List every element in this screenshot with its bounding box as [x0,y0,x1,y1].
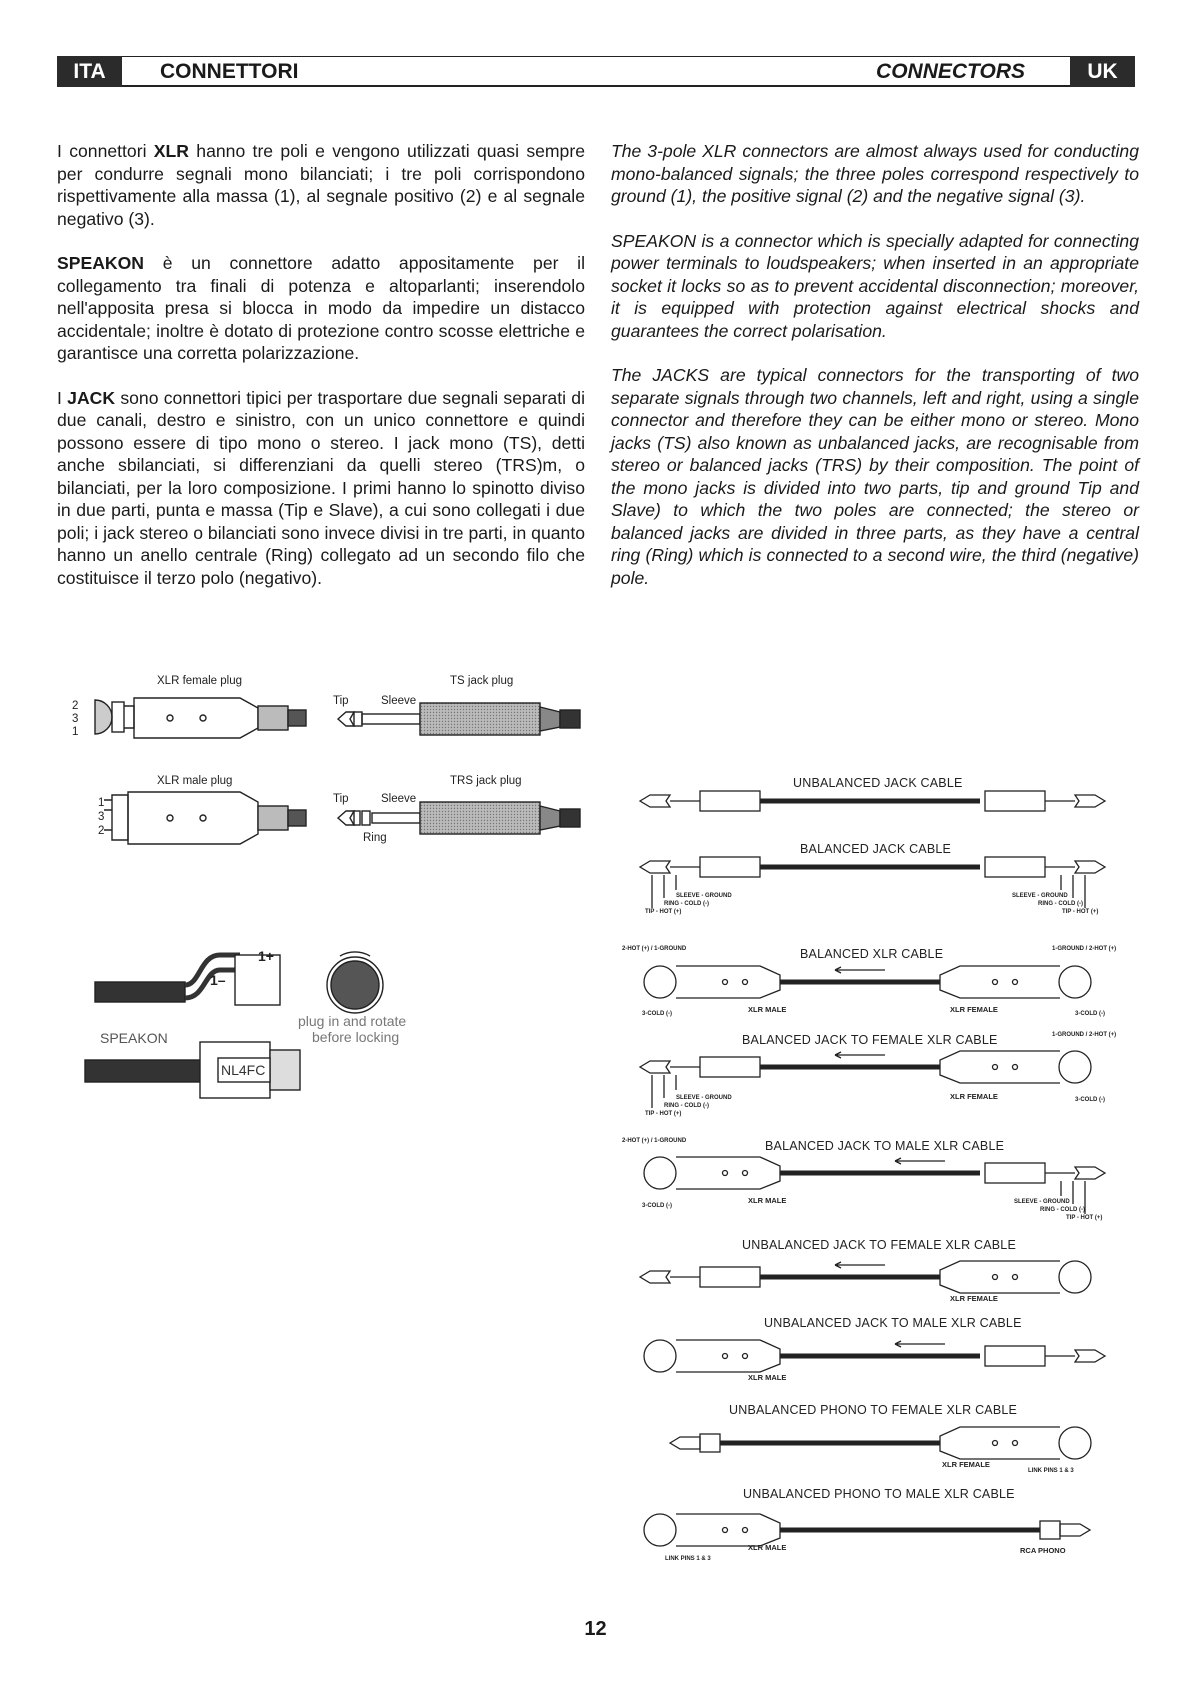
wire-label: RING - COLD (-) [1040,1207,1085,1213]
cable-title: BALANCED XLR CABLE [800,947,944,961]
wire-label: SLEEVE - GROUND [676,893,732,899]
connector-label: XLR FEMALE [950,1294,998,1303]
header-title-en: CONNECTORS [876,60,1025,83]
tip-label: Tip [333,695,349,707]
wire-label: RING - COLD (-) [664,1103,709,1109]
sleeve-label: Sleeve [381,793,417,805]
speakon-instruction-line2: before locking [312,1029,400,1045]
pin-label: 2 [72,700,79,712]
language-tag-ita: ITA [57,56,122,87]
sleeve-label: Sleeve [381,695,417,707]
connector-label: XLR FEMALE [950,1005,998,1014]
wire-label: 2-HOT (+) / 1-GROUND [622,946,687,952]
wire-label: 3-COLD (-) [1075,1097,1105,1103]
wire-label: 1-GROUND / 2-HOT (+) [1052,1032,1117,1038]
en-paragraph-speakon: SPEAKON is a connector which is specially adapted for connecting power terminals to loudspeakers; when inserted in an appropriate socket it locks so as to prevent accidental disconnection; moreover, it is equipped with protection against electrical shocks and guarantees the correct polarisation. [611,230,1139,341]
ts-jack-label: TS jack plug [450,675,514,687]
cable-title: UNBALANCED PHONO TO MALE XLR CABLE [743,1487,1015,1501]
connector-label: RCA PHONO [1020,1546,1066,1555]
cable-title: UNBALANCED PHONO TO FEMALE XLR CABLE [729,1403,1018,1417]
page-number: 12 [584,1618,607,1640]
pin-label: 3 [98,811,105,823]
connector-label: XLR FEMALE [942,1460,990,1469]
wire-label: RING - COLD (-) [1038,901,1083,907]
wire-label: LINK PINS 1 & 3 [1028,1468,1074,1474]
xlr-female-plug-drawing [95,698,306,738]
connector-label: XLR MALE [748,1196,787,1205]
ring-label: Ring [363,832,387,844]
wire-label: 3-COLD (-) [642,1011,672,1017]
cable-title: BALANCED JACK CABLE [800,842,952,856]
speakon-instruction-line1: plug in and rotate [298,1013,407,1029]
language-tag-uk: UK [1070,56,1135,87]
wire-label: LINK PINS 1 & 3 [665,1556,711,1562]
wire-label: SLEEVE - GROUND [676,1095,732,1101]
cable-diagrams [640,791,1105,1546]
wire-label: 3-COLD (-) [642,1203,672,1209]
xlr-male-label: XLR male plug [157,775,233,787]
trs-jack-label: TRS jack plug [450,775,522,787]
cable-title: UNBALANCED JACK CABLE [793,776,963,790]
pin-label: 1 [72,726,79,738]
connector-label: XLR MALE [748,1373,787,1382]
xlr-female-label: XLR female plug [157,675,243,687]
wire-label: SLEEVE - GROUND [1012,893,1068,899]
connector-label: XLR MALE [748,1543,787,1552]
it-paragraph-xlr: I connettori XLR hanno tre poli e vengono utilizzati quasi sempre per condurre segnali mono bilanciati; i tre poli corrispondono rispettivamente alla massa (1), al segnale positivo (2) e al segnale negativo (3). [57,141,585,229]
pin-label: 3 [72,713,79,725]
speakon-label: SPEAKON [100,1030,168,1046]
connector-label: XLR FEMALE [950,1092,998,1101]
cable-title: UNBALANCED JACK TO FEMALE XLR CABLE [742,1238,1016,1252]
wire-label: 3-COLD (-) [1075,1011,1105,1017]
it-paragraph-speakon: SPEAKON è un connettore adatto appositamente per il collegamento tra finali di potenza e altoparlanti; inserendolo nell'apposita presa si blocca in modo da impedire un distacco accidentale; inoltre è dotato di protezione contro scosse elettriche e garantisce una corretta polarizzazione. [57,253,585,363]
wire-label: TIP - HOT (+) [645,909,682,915]
tip-label: Tip [333,793,349,805]
pin-label: 1 [98,797,105,809]
en-paragraph-jack: The JACKS are typical connectors for the transporting of two separate signals through two channels, left and right, using a single connector and therefore they can be either mono or stereo. Mono jacks (TS) also known as unbalanced jacks, are recognisable from stereo or balanced jacks (TRS) by their composition. The point of the mono jacks is divided into two parts, tip and ground Tip and Slave) to which the two poles are connected; the stereo or balanced jacks are divided in three parts, as they have a central ring (Ring) which is connected to a second wire, the third (negative) pole. [611,365,1139,588]
ts-jack-plug-drawing [338,703,580,735]
wire-label: 2-HOT (+) / 1-GROUND [622,1138,687,1144]
speakon-pin-minus-label: 1– [210,972,226,988]
wire-label: 1-GROUND / 2-HOT (+) [1052,946,1117,952]
connector-label: XLR MALE [748,1005,787,1014]
pin-label: 2 [98,825,105,837]
it-paragraph-jack: I JACK sono connettori tipici per trasportare due segnali separati di due canali, destro e sinistro, con un unico connettore e quindi possono essere di tipo mono o stereo. I jack mono (TS), detti anche sbilanciati, si differenziani da quelli stereo (TRS)m, o bilanciati, per la loro composizione. I primi hanno lo spinotto diviso in due parti, punta e massa (Tip e Slave), a cui sono collegati i due poli; i jack stereo o bilanciati sono invece divisi in tre parti, in quanto hanno un anello centrale (Ring) collegato ad un secondo filo che costituisce il terzo polo (negativo). [57,387,585,588]
wire-label: SLEEVE - GROUND [1014,1199,1070,1205]
wire-label: TIP - HOT (+) [1062,909,1099,915]
nl4fc-label: NL4FC [221,1062,266,1078]
header-title-it: CONNETTORI [160,60,299,83]
cable-title: BALANCED JACK TO FEMALE XLR CABLE [742,1033,998,1047]
speakon-pin-plus-label: 1+ [258,948,274,964]
trs-jack-plug-drawing [338,802,580,834]
wire-label: TIP - HOT (+) [645,1111,682,1117]
en-paragraph-xlr: The 3-pole XLR connectors are almost always used for conducting mono-balanced signals; the three poles correspond respectively to ground (1), the positive signal (2) and the negative signal (3). [611,141,1139,206]
wire-label: TIP - HOT (+) [1066,1215,1103,1221]
xlr-male-plug-drawing [104,792,306,844]
cable-title: UNBALANCED JACK TO MALE XLR CABLE [764,1316,1022,1330]
wire-label: RING - COLD (-) [664,901,709,907]
cable-title: BALANCED JACK TO MALE XLR CABLE [765,1139,1005,1153]
